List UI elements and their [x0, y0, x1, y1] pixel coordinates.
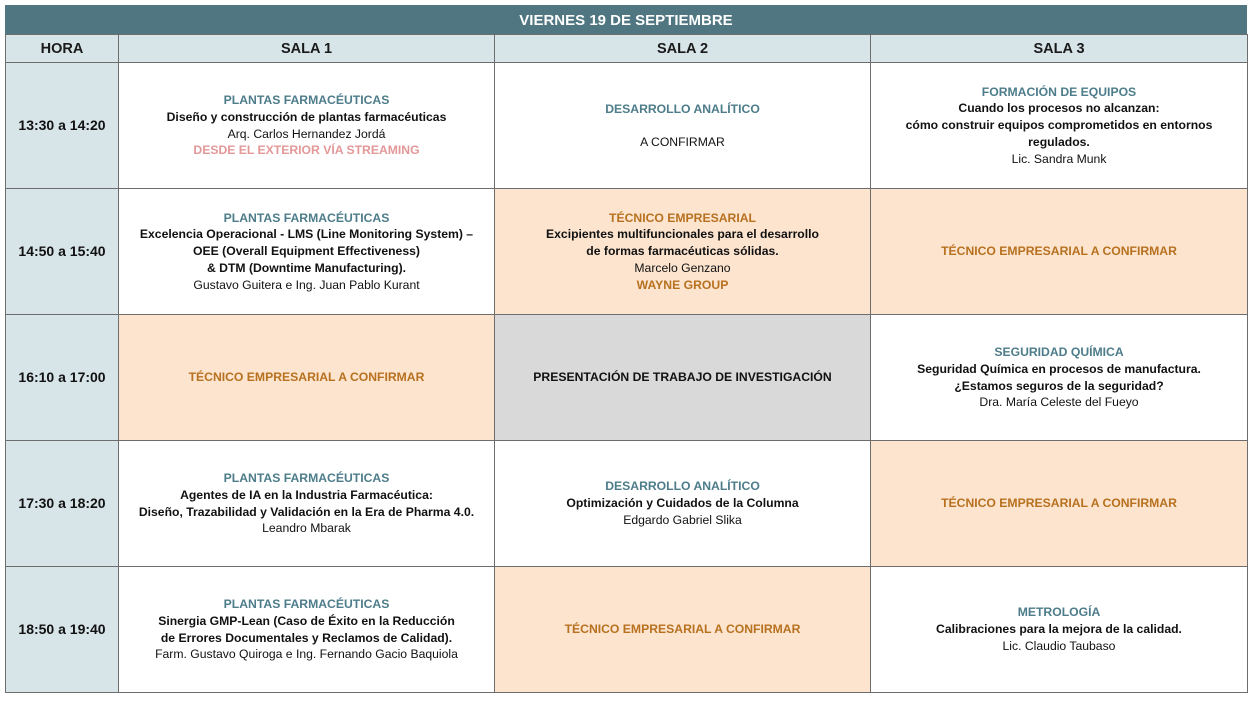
session-cell [871, 441, 1248, 567]
session-cell [495, 189, 871, 315]
session-category: PLANTAS FARMACÉUTICAS [223, 92, 390, 107]
session-speaker: Lic. Claudio Taubaso [1002, 638, 1116, 653]
session-category: DESARROLLO ANALÍTICO [605, 101, 760, 116]
session-speaker: Marcelo Genzano [634, 260, 731, 275]
company-name: WAYNE GROUP [636, 277, 729, 292]
session-title: Seguridad Química en procesos de manufactura. [917, 361, 1201, 376]
time-slot: 14:50 a 15:40 [6, 189, 119, 315]
session-title: de formas farmacéuticas sólidas. [586, 244, 779, 259]
table-row [6, 315, 1248, 441]
session-category: PLANTAS FARMACÉUTICAS [223, 470, 390, 485]
session-category: METROLOGÍA [1017, 605, 1101, 620]
session-category: FORMACIÓN DE EQUIPOS [981, 84, 1137, 99]
session-title: ¿Estamos seguros de la seguridad? [954, 378, 1164, 393]
session-title: & DTM (Downtime Manufacturing). [206, 260, 407, 275]
session-title: cómo construir equipos comprometidos en entornos regulados. [905, 118, 1213, 149]
session-cell [495, 441, 871, 567]
session-speaker: Lic. Sandra Munk [1011, 151, 1107, 166]
time-slot: 18:50 a 19:40 [6, 567, 119, 693]
header-row [6, 35, 1248, 63]
table-row [6, 189, 1248, 315]
session-status: TÉCNICO EMPRESARIAL A CONFIRMAR [564, 622, 801, 637]
table-row [6, 441, 1248, 567]
schedule-grid [5, 34, 1248, 693]
session-category: PLANTAS FARMACÉUTICAS [223, 596, 390, 611]
table-row [6, 63, 1248, 189]
session-status: TÉCNICO EMPRESARIAL A CONFIRMAR [188, 370, 425, 385]
session-cell [871, 567, 1248, 693]
session-speaker: Leandro Mbarak [262, 521, 351, 536]
session-title: de Errores Documentales y Reclamos de Calidad). [160, 630, 453, 645]
session-title: Optimización y Cuidados de la Columna [566, 496, 799, 511]
session-speaker: Dra. María Celeste del Fueyo [979, 395, 1139, 410]
header-sala-3: SALA 3 [871, 35, 1248, 63]
session-speaker: Arq. Carlos Hernandez Jordá [227, 126, 386, 141]
session-title: Cuando los procesos no alcanzan: [958, 101, 1160, 116]
session-title: Diseño, Trazabilidad y Validación en la Era de Pharma 4.0. [138, 504, 475, 519]
session-speaker: Gustavo Guitera e Ing. Juan Pablo Kurant [193, 277, 420, 292]
session-status: TÉCNICO EMPRESARIAL A CONFIRMAR [941, 496, 1177, 511]
time-slot: 17:30 a 18:20 [6, 441, 119, 567]
schedule-table [5, 5, 1247, 693]
session-title: Calibraciones para la mejora de la calidad. [936, 622, 1182, 637]
time-slot: 16:10 a 17:00 [6, 315, 119, 441]
session-title: Excipientes multifuncionales para el desarrollo [546, 227, 819, 242]
session-title: Diseño y construcción de plantas farmacéuticas [166, 109, 447, 124]
session-cell [495, 315, 871, 441]
session-category: DESARROLLO ANALÍTICO [605, 479, 760, 494]
session-cell [119, 315, 495, 441]
session-status: A CONFIRMAR [640, 134, 725, 149]
time-slot: 13:30 a 14:20 [6, 63, 119, 189]
header-sala-1: SALA 1 [119, 35, 495, 63]
session-category: PLANTAS FARMACÉUTICAS [223, 210, 390, 225]
streaming-note: DESDE EL EXTERIOR VÍA STREAMING [193, 143, 420, 158]
spacer [501, 118, 864, 134]
session-cell [119, 189, 495, 315]
session-cell [119, 441, 495, 567]
session-cell [495, 63, 871, 189]
session-status: PRESENTACIÓN DE TRABAJO DE INVESTIGACIÓN [533, 370, 832, 385]
session-title: OEE (Overall Equipment Effectiveness) [193, 244, 420, 259]
day-title: VIERNES 19 DE SEPTIEMBRE [5, 5, 1247, 34]
session-cell [495, 567, 871, 693]
session-cell [119, 567, 495, 693]
session-category: SEGURIDAD QUÍMICA [994, 344, 1124, 359]
session-cell [871, 189, 1248, 315]
session-title: Excelencia Operacional - LMS (Line Monitoring System) – [139, 227, 474, 242]
header-sala-2: SALA 2 [495, 35, 871, 63]
session-title: Sinergia GMP-Lean (Caso de Éxito en la Reducción [158, 613, 455, 628]
session-speaker: Farm. Gustavo Quiroga e Ing. Fernando Gacio Baquiola [155, 647, 458, 662]
session-cell [119, 63, 495, 189]
session-title: Agentes de IA en la Industria Farmacéutica: [180, 487, 433, 502]
session-cell [871, 315, 1248, 441]
session-speaker: Edgardo Gabriel Slika [623, 512, 742, 527]
session-category: TÉCNICO EMPRESARIAL [609, 210, 756, 225]
session-status: TÉCNICO EMPRESARIAL A CONFIRMAR [941, 244, 1177, 259]
table-row [6, 567, 1248, 693]
session-cell [871, 63, 1248, 189]
header-hora: HORA [6, 35, 119, 63]
